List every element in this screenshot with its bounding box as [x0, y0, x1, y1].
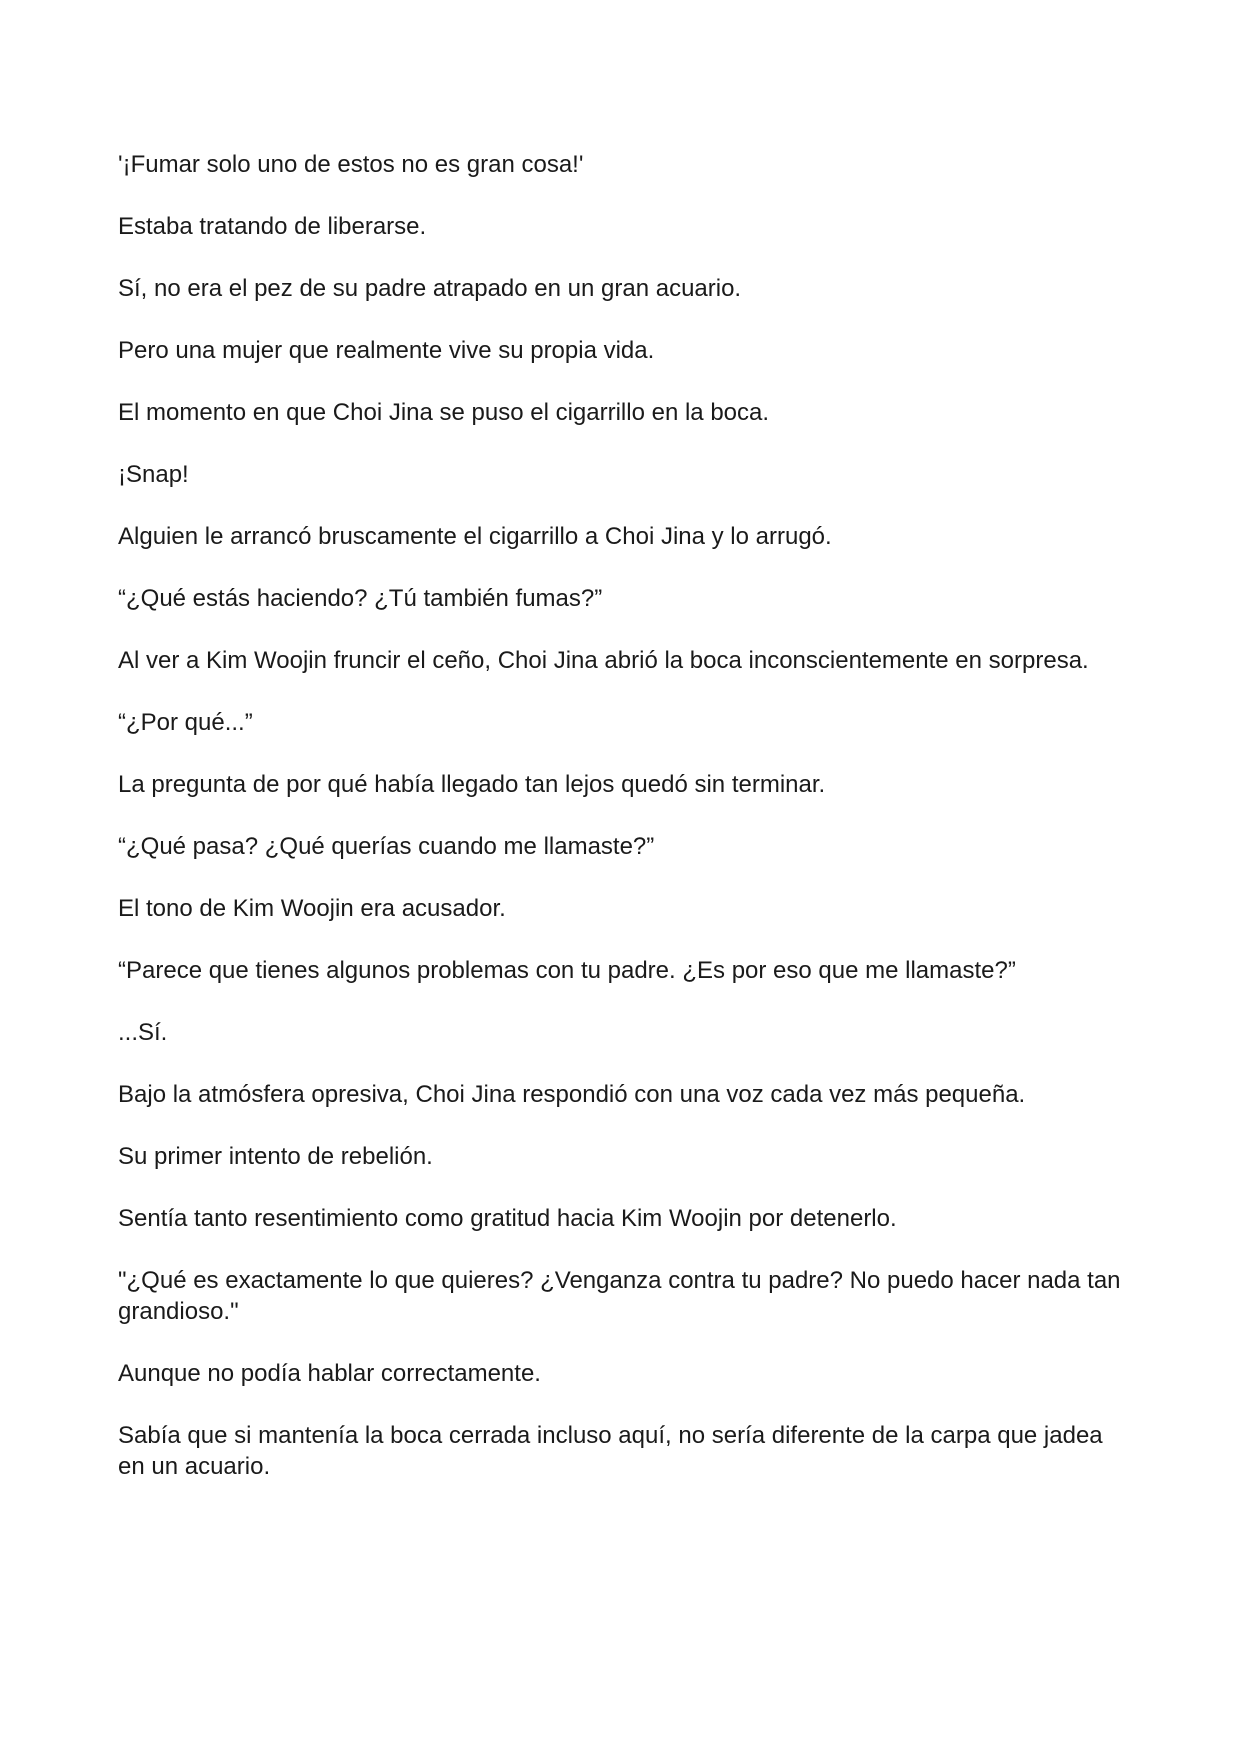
- paragraph: El momento en que Choi Jina se puso el cigarrillo en la boca.: [118, 399, 770, 426]
- paragraph: ¡Snap!: [118, 461, 189, 488]
- paragraph: Aunque no podía hablar correctamente.: [118, 1360, 541, 1387]
- paragraph: ...Sí.: [118, 1019, 168, 1046]
- paragraph: Su primer intento de rebelión.: [118, 1143, 433, 1170]
- paragraph: El tono de Kim Woojin era acusador.: [118, 895, 506, 922]
- body-text: [118, 149, 1128, 1513]
- paragraph: La pregunta de por qué había llegado tan lejos quedó sin terminar.: [118, 771, 826, 798]
- paragraph: “¿Por qué...”: [118, 709, 253, 736]
- paragraph: Alguien le arrancó bruscamente el cigarrillo a Choi Jina y lo arrugó.: [118, 523, 832, 550]
- paragraph: Bajo la atmósfera opresiva, Choi Jina respondió con una voz cada vez más pequeña.: [118, 1081, 1026, 1108]
- paragraph: '¡Fumar solo uno de estos no es gran cosa!': [118, 151, 584, 178]
- paragraph: Estaba tratando de liberarse.: [118, 213, 427, 240]
- paragraph: “Parece que tienes algunos problemas con tu padre. ¿Es por eso que me llamaste?”: [118, 957, 1016, 984]
- paragraph: Sí, no era el pez de su padre atrapado en un gran acuario.: [118, 275, 742, 302]
- paragraph: Sabía que si mantenía la boca cerrada incluso aquí, no sería diferente de la carpa que jadea en un acuario.: [118, 1422, 1103, 1480]
- paragraph: Al ver a Kim Woojin fruncir el ceño, Choi Jina abrió la boca inconscientemente en sorpresa.: [118, 647, 1089, 674]
- paragraph: “¿Qué estás haciendo? ¿Tú también fumas?”: [118, 585, 603, 612]
- paragraph: "¿Qué es exactamente lo que quieres? ¿Venganza contra tu padre? No puedo hacer nada tan grandioso.": [118, 1267, 1121, 1325]
- paragraph: Sentía tanto resentimiento como gratitud hacia Kim Woojin por detenerlo.: [118, 1205, 897, 1232]
- paragraph: “¿Qué pasa? ¿Qué querías cuando me llamaste?”: [118, 833, 655, 860]
- paragraph: Pero una mujer que realmente vive su propia vida.: [118, 337, 655, 364]
